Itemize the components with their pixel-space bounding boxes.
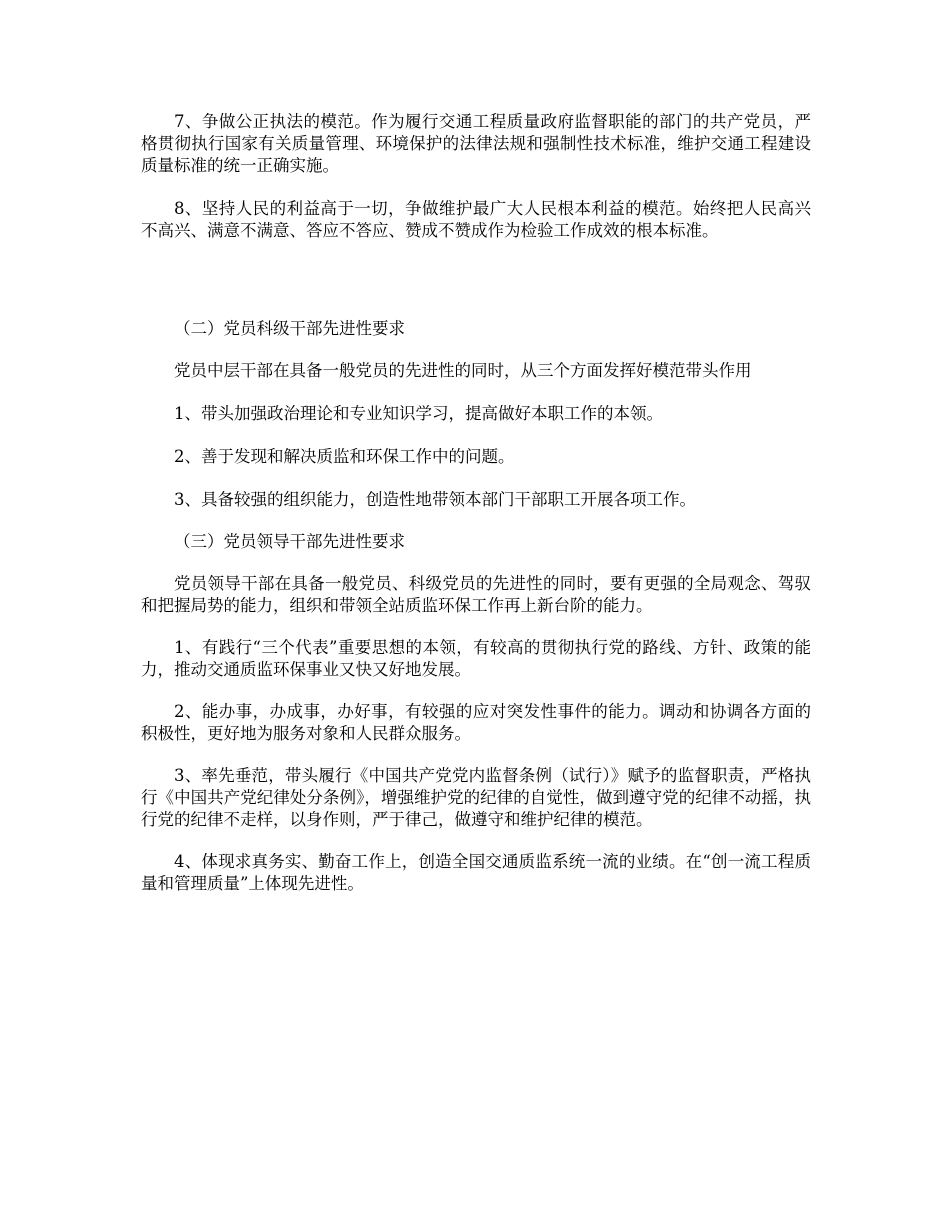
section-intro-3: 党员领导干部在具备一般党员、科级党员的先进性的同时，要有更强的全局观念、驾驭和把握局势的能力，组织和带领全站质监环保工作再上新台阶的能力。 — [141, 574, 811, 615]
section-intro-2: 党员中层干部在具备一般党员的先进性的同时，从三个方面发挥好模范带头作用 — [174, 361, 752, 380]
paragraph-item-8: 8、坚持人民的利益高于一切，争做维护最广大人民根本利益的模范。始终把人民高兴不高兴、满意不满意、答应不答应、赞成不赞成作为检验工作成效的根本标准。 — [141, 199, 811, 240]
list-item-2-2: 2、善于发现和解决质监和环保工作中的问题。 — [174, 447, 515, 466]
list-item-3-2: 2、能办事，办成事，办好事，有较强的应对突发性事件的能力。调动和协调各方面的积极性，更好地为服务对象和人民群众服务。 — [141, 702, 811, 743]
section-heading-3: （三）党员领导干部先进性要求 — [174, 532, 405, 551]
list-item-2-3: 3、具备较强的组织能力，创造性地带领本部门干部职工开展各项工作。 — [174, 490, 696, 509]
document-page — [141, 111, 811, 895]
list-item-3-1: 1、有践行“三个代表”重要思想的本领，有较高的贯彻执行党的路线、方针、政策的能力，推动交通质监环保事业又快又好地发展。 — [141, 638, 811, 679]
list-item-2-1: 1、带头加强政治理论和专业知识学习，提高做好本职工作的本领。 — [174, 404, 663, 423]
section-heading-2: （二）党员科级干部先进性要求 — [174, 319, 405, 338]
paragraph-item-7: 7、争做公正执法的模范。作为履行交通工程质量政府监督职能的部门的共产党员，严格贯彻执行国家有关质量管理、环境保护的法律法规和强制性技术标准，维护交通工程建设质量标准的统一正确实施。 — [141, 112, 811, 175]
list-item-3-4: 4、体现求真务实、勤奋工作上，创造全国交通质监系统一流的业绩。在“创一流工程质量和管理质量”上体现先进性。 — [141, 852, 811, 893]
list-item-3-3: 3、率先垂范，带头履行《中国共产党党内监督条例（试行）》赋予的监督职责，严格执行《中国共产党纪律处分条例》，增强维护党的纪律的自觉性，做到遵守党的纪律不动摇，执行党的纪律不走样，以身作则，严于律己，做遵守和维护纪律的模范。 — [141, 766, 811, 829]
